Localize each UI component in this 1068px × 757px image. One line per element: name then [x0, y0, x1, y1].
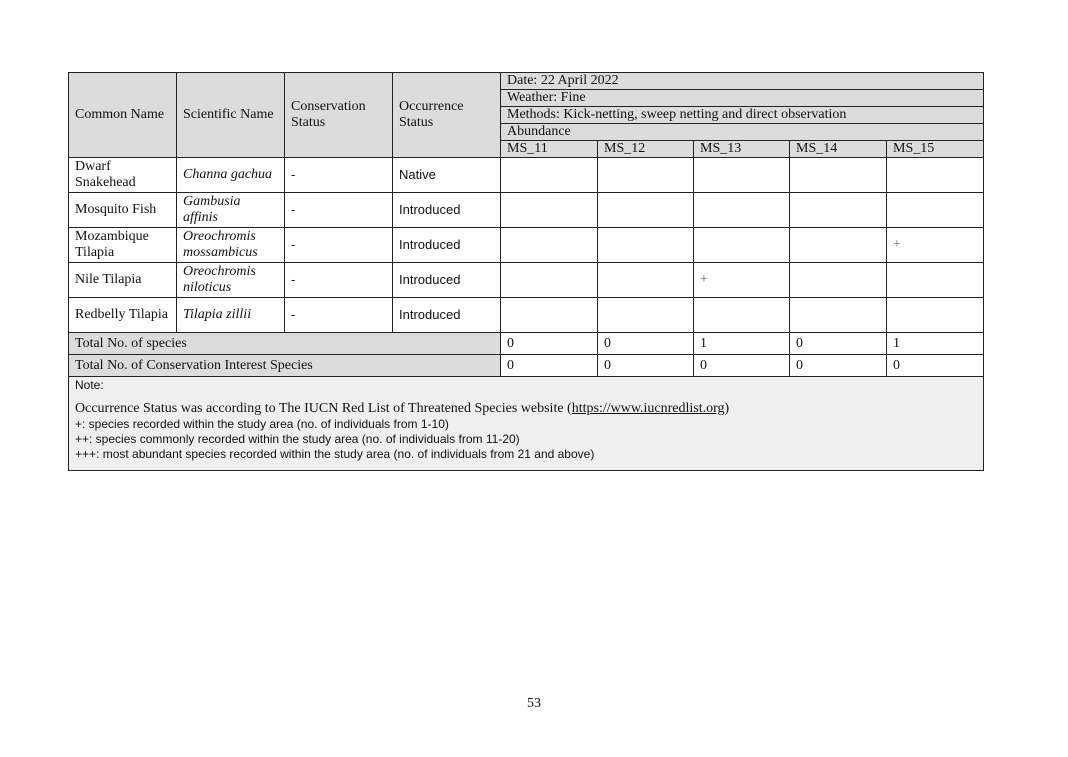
abundance-cell: +: [887, 228, 984, 263]
total-value-cell: 0: [790, 355, 887, 377]
note-legend-line: +++: most abundant species recorded within the study area (no. of individuals from 21 and above): [75, 447, 595, 461]
occurrence-status-cell: Introduced: [393, 228, 501, 263]
col-header-conservation-status: Conservation Status: [285, 73, 393, 158]
abundance-cell: [598, 158, 694, 193]
common-name-cell: Mozambique Tilapia: [69, 228, 177, 263]
table-row: [69, 228, 984, 263]
col-header-occurrence-status: Occurrence Status: [393, 73, 501, 158]
note-source-close: ): [724, 401, 730, 416]
conservation-status-cell: -: [285, 193, 393, 228]
site-header: MS_14: [790, 141, 887, 158]
note-legend-line: +: species recorded within the study area (no. of individuals from 1-10): [75, 417, 449, 431]
iucn-link[interactable]: https://www.iucnredlist.org: [571, 401, 725, 416]
abundance-cell: [790, 228, 887, 263]
conservation-status-cell: -: [285, 228, 393, 263]
abundance-cell: [790, 158, 887, 193]
abundance-cell: [694, 228, 790, 263]
notes-cell: [69, 377, 984, 471]
conservation-status-cell: -: [285, 158, 393, 193]
note-legend-line: ++: species commonly recorded within the study area (no. of individuals from 11-20): [75, 432, 520, 446]
abundance-cell: [501, 193, 598, 228]
total-row: [69, 333, 984, 355]
survey-methods: Methods: Kick-netting, sweep netting and direct observation: [501, 107, 984, 124]
abundance-cell: [694, 193, 790, 228]
abundance-cell: [694, 298, 790, 333]
notes-row: [69, 377, 984, 471]
abundance-cell: [501, 263, 598, 298]
occurrence-status-cell: Native: [393, 158, 501, 193]
note-label: Note:: [75, 378, 104, 392]
abundance-cell: [887, 298, 984, 333]
conservation-status-cell: -: [285, 298, 393, 333]
total-value-cell: 0: [598, 333, 694, 355]
total-row: [69, 355, 984, 377]
total-value-cell: 0: [598, 355, 694, 377]
total-value-cell: 0: [501, 355, 598, 377]
total-value-cell: 1: [887, 333, 984, 355]
table-row: [69, 158, 984, 193]
note-source: [75, 401, 977, 416]
total-value-cell: 0: [694, 355, 790, 377]
common-name-cell: Dwarf Snakehead: [69, 158, 177, 193]
abundance-cell: [598, 298, 694, 333]
conservation-status-cell: -: [285, 263, 393, 298]
abundance-cell: [887, 193, 984, 228]
abundance-cell: [790, 263, 887, 298]
common-name-cell: Redbelly Tilapia: [69, 298, 177, 333]
table-row: [69, 263, 984, 298]
site-header: MS_13: [694, 141, 790, 158]
table-row: [69, 193, 984, 228]
common-name-cell: Mosquito Fish: [69, 193, 177, 228]
abundance-cell: [598, 228, 694, 263]
site-header: MS_12: [598, 141, 694, 158]
occurrence-status-cell: Introduced: [393, 298, 501, 333]
col-header-scientific-name: Scientific Name: [177, 73, 285, 158]
survey-date: Date: 22 April 2022: [501, 73, 984, 90]
site-header: MS_11: [501, 141, 598, 158]
col-header-common-name: Common Name: [69, 73, 177, 158]
abundance-cell: [501, 298, 598, 333]
fish-survey-table: [68, 72, 984, 471]
abundance-cell: [598, 263, 694, 298]
site-header: MS_15: [887, 141, 984, 158]
page-number: 53: [527, 696, 541, 711]
scientific-name-cell: Oreochromis mossambicus: [177, 228, 285, 263]
total-value-cell: 1: [694, 333, 790, 355]
scientific-name-cell: Tilapia zillii: [177, 298, 285, 333]
abundance-cell: +: [694, 263, 790, 298]
abundance-cell: [887, 158, 984, 193]
common-name-cell: Nile Tilapia: [69, 263, 177, 298]
abundance-cell: [501, 158, 598, 193]
abundance-cell: [790, 298, 887, 333]
scientific-name-cell: Channa gachua: [177, 158, 285, 193]
survey-weather: Weather: Fine: [501, 90, 984, 107]
abundance-cell: [501, 228, 598, 263]
occurrence-status-cell: Introduced: [393, 193, 501, 228]
total-value-cell: 0: [790, 333, 887, 355]
occurrence-status-cell: Introduced: [393, 263, 501, 298]
abundance-cell: [694, 158, 790, 193]
abundance-cell: [598, 193, 694, 228]
note-source-text: Occurrence Status was according to The IUCN Red List of Threatened Species website (: [75, 401, 572, 416]
scientific-name-cell: Oreochromis niloticus: [177, 263, 285, 298]
total-label: Total No. of Conservation Interest Species: [69, 355, 501, 377]
table-row: [69, 298, 984, 333]
abundance-cell: [790, 193, 887, 228]
abundance-cell: [887, 263, 984, 298]
abundance-header: Abundance: [501, 124, 984, 141]
total-label: Total No. of species: [69, 333, 501, 355]
scientific-name-cell: Gambusia affinis: [177, 193, 285, 228]
total-value-cell: 0: [887, 355, 984, 377]
total-value-cell: 0: [501, 333, 598, 355]
